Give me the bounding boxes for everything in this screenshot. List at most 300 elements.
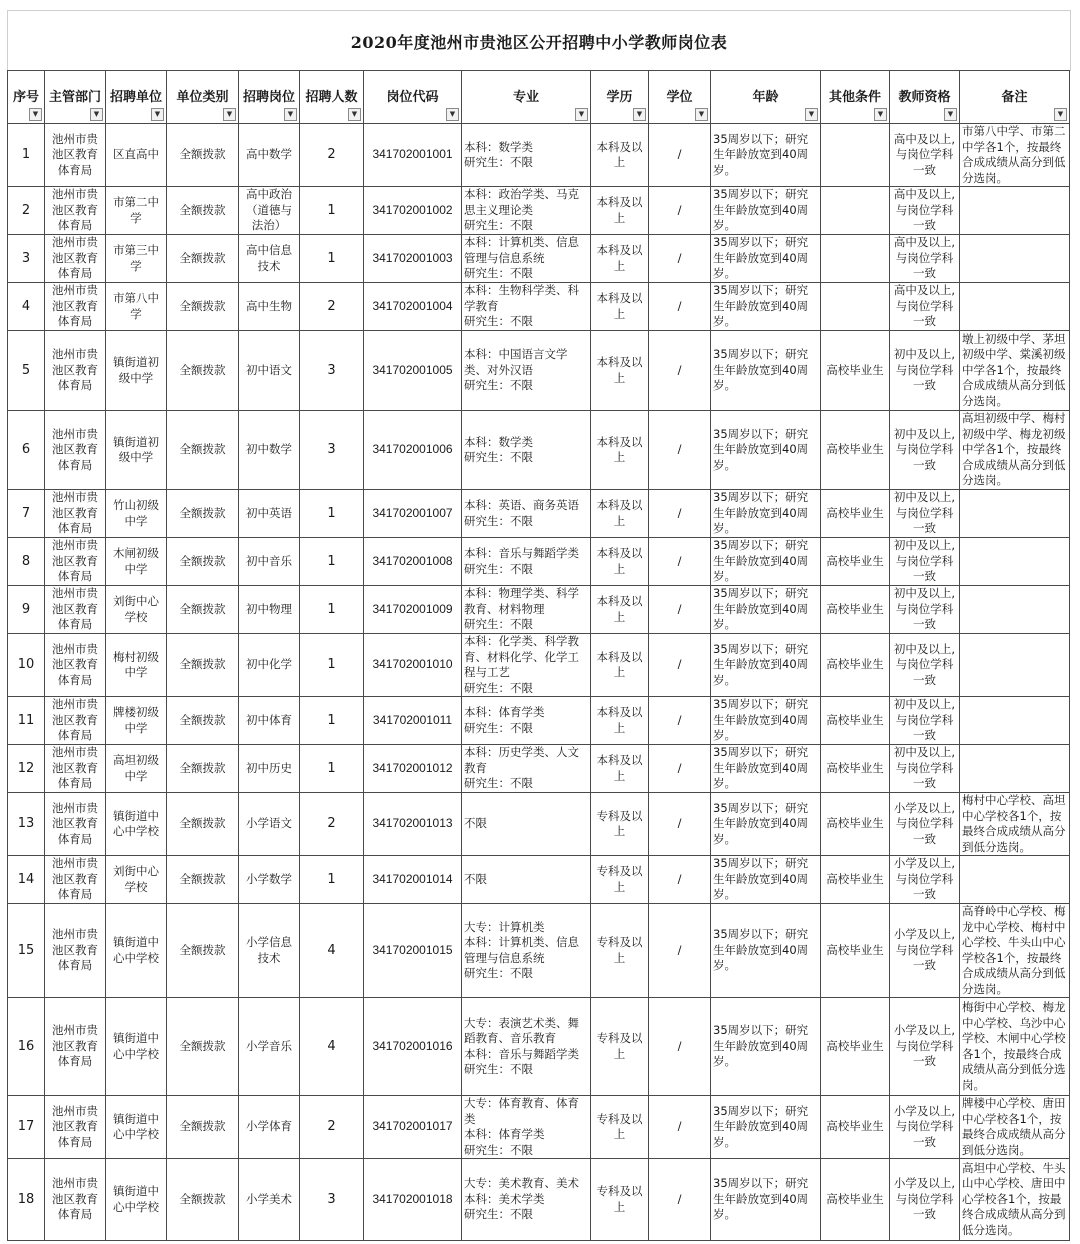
major-cell [462, 1159, 591, 1241]
degree-cell: / [649, 538, 711, 586]
degree-cell: / [649, 1159, 711, 1241]
filter-dropdown-icon[interactable]: ▼ [1054, 108, 1067, 121]
headcount-cell: 1 [300, 586, 364, 634]
major-line: 大专：表演艺术类、舞蹈教育、音乐教育 [464, 1015, 579, 1045]
other-condition-cell: 高校毕业生 [821, 745, 890, 793]
department-cell: 池州市贵池区教育体育局 [45, 998, 106, 1096]
teacher-cert-cell: 小学及以上,与岗位学科一致 [890, 1096, 960, 1159]
unit-type-cell: 全额拨款 [167, 634, 239, 697]
unit-cell: 牌楼初级中学 [106, 697, 167, 745]
department-cell: 池州市贵池区教育体育局 [45, 187, 106, 235]
post-cell: 小学信息技术 [239, 904, 300, 998]
post-cell: 初中数学 [239, 411, 300, 490]
education-cell: 本科及以上 [591, 124, 649, 187]
other-condition-cell: 高校毕业生 [821, 411, 890, 490]
degree-cell: / [649, 586, 711, 634]
major-line: 研究生：不限 [464, 966, 533, 980]
degree-cell: / [649, 235, 711, 283]
age-cell: 35周岁以下；研究生年龄放宽到40周岁。 [711, 586, 821, 634]
education-cell: 本科及以上 [591, 235, 649, 283]
row-number: 18 [8, 1159, 45, 1241]
row-number: 10 [8, 634, 45, 697]
row-number: 17 [8, 1096, 45, 1159]
note-cell: 墩上初级中学、茅坦初级中学、棠溪初级中学各1个，按最终合成成绩从高分到低分选岗。 [960, 331, 1070, 411]
column-header-label: 序号 [12, 89, 39, 105]
table-body [8, 124, 1070, 1241]
department-cell: 池州市贵池区教育体育局 [45, 490, 106, 538]
major-cell [462, 856, 591, 904]
major-line: 不限 [464, 871, 487, 886]
major-line: 研究生：不限 [464, 561, 533, 576]
major-line: 本科：计算机类、信息管理与信息系统 [464, 235, 579, 265]
post-code-cell: 341702001013 [364, 793, 462, 856]
age-cell: 35周岁以下；研究生年龄放宽到40周岁。 [711, 634, 821, 697]
filter-dropdown-icon[interactable]: ▼ [446, 108, 459, 121]
headcount-cell: 3 [300, 331, 364, 411]
headcount-cell: 2 [300, 793, 364, 856]
degree-cell: / [649, 745, 711, 793]
post-cell: 初中英语 [239, 490, 300, 538]
department-cell: 池州市贵池区教育体育局 [45, 538, 106, 586]
other-condition-cell: 高校毕业生 [821, 998, 890, 1096]
note-cell [960, 538, 1070, 586]
headcount-cell: 1 [300, 745, 364, 793]
department-cell: 池州市贵池区教育体育局 [45, 793, 106, 856]
major-line: 本科：美术学类 [464, 1191, 545, 1206]
unit-type-cell: 全额拨款 [167, 586, 239, 634]
table-row [8, 124, 1070, 187]
column-header-label: 招聘单位 [109, 89, 162, 105]
degree-cell: / [649, 1096, 711, 1159]
filter-dropdown-icon[interactable]: ▼ [805, 108, 818, 121]
filter-dropdown-icon[interactable]: ▼ [90, 108, 103, 121]
teacher-cert-cell: 高中及以上,与岗位学科一致 [890, 187, 960, 235]
post-cell: 小学体育 [239, 1096, 300, 1159]
post-cell: 初中体育 [239, 697, 300, 745]
other-condition-cell [821, 124, 890, 187]
post-cell: 高中信息技术 [239, 235, 300, 283]
other-condition-cell: 高校毕业生 [821, 1096, 890, 1159]
headcount-cell: 1 [300, 697, 364, 745]
age-cell: 35周岁以下；研究生年龄放宽到40周岁。 [711, 490, 821, 538]
education-cell: 本科及以上 [591, 283, 649, 331]
age-cell: 35周岁以下；研究生年龄放宽到40周岁。 [711, 538, 821, 586]
table-row [8, 586, 1070, 634]
filter-dropdown-icon[interactable]: ▼ [633, 108, 646, 121]
column-header [364, 71, 462, 124]
unit-type-cell: 全额拨款 [167, 490, 239, 538]
note-cell [960, 634, 1070, 697]
headcount-cell: 1 [300, 490, 364, 538]
major-cell [462, 538, 591, 586]
row-number: 2 [8, 187, 45, 235]
post-code-cell: 341702001011 [364, 697, 462, 745]
age-cell: 35周岁以下；研究生年龄放宽到40周岁。 [711, 187, 821, 235]
column-header [8, 71, 45, 124]
age-cell: 35周岁以下；研究生年龄放宽到40周岁。 [711, 331, 821, 411]
note-cell: 梅街中心学校、梅龙中心学校、乌沙中心学校、木闸中心学校各1个，按最终合成成绩从高分到低分选岗。 [960, 998, 1070, 1096]
unit-type-cell: 全额拨款 [167, 538, 239, 586]
post-code-cell: 341702001017 [364, 1096, 462, 1159]
major-line: 本科：中国语言文学类、对外汉语 [464, 347, 568, 377]
note-cell [960, 745, 1070, 793]
row-number: 3 [8, 235, 45, 283]
major-cell [462, 187, 591, 235]
post-code-cell: 341702001001 [364, 124, 462, 187]
major-line: 研究生：不限 [464, 776, 533, 791]
education-cell: 本科及以上 [591, 411, 649, 490]
degree-cell: / [649, 124, 711, 187]
department-cell: 池州市贵池区教育体育局 [45, 856, 106, 904]
major-line: 研究生：不限 [464, 680, 533, 695]
note-cell: 高脊岭中心学校、梅龙中心学校、梅村中心学校、牛头山中心学校各1个，按最终合成成绩从高分到低分选岗。 [960, 904, 1070, 998]
headcount-cell: 1 [300, 538, 364, 586]
post-code-cell: 341702001006 [364, 411, 462, 490]
column-header-label: 其他条件 [828, 89, 881, 105]
major-line: 本科：历史学类、人文教育 [464, 745, 579, 775]
unit-cell: 梅村初级中学 [106, 634, 167, 697]
major-cell [462, 235, 591, 283]
filter-dropdown-icon[interactable]: ▼ [223, 108, 236, 121]
column-header [890, 71, 960, 124]
post-code-cell: 341702001002 [364, 187, 462, 235]
post-cell: 初中音乐 [239, 538, 300, 586]
row-number: 14 [8, 856, 45, 904]
other-condition-cell: 高校毕业生 [821, 634, 890, 697]
column-header-label: 教师资格 [898, 89, 951, 105]
major-line: 本科：政治学类、马克思主义理论类 [464, 187, 579, 217]
department-cell: 池州市贵池区教育体育局 [45, 283, 106, 331]
post-code-cell: 341702001008 [364, 538, 462, 586]
education-cell: 专科及以上 [591, 793, 649, 856]
age-cell: 35周岁以下；研究生年龄放宽到40周岁。 [711, 793, 821, 856]
major-line: 研究生：不限 [464, 720, 533, 735]
table-row [8, 856, 1070, 904]
teacher-cert-cell: 初中及以上,与岗位学科一致 [890, 745, 960, 793]
unit-type-cell: 全额拨款 [167, 745, 239, 793]
table-row [8, 235, 1070, 283]
headcount-cell: 2 [300, 124, 364, 187]
education-cell: 本科及以上 [591, 745, 649, 793]
headcount-cell: 1 [300, 187, 364, 235]
age-cell: 35周岁以下；研究生年龄放宽到40周岁。 [711, 283, 821, 331]
major-line: 本科：数学类 [464, 139, 533, 154]
headcount-cell: 3 [300, 411, 364, 490]
header-row [8, 71, 1070, 124]
teacher-cert-cell: 初中及以上,与岗位学科一致 [890, 634, 960, 697]
row-number: 9 [8, 586, 45, 634]
teacher-cert-cell: 高中及以上,与岗位学科一致 [890, 283, 960, 331]
column-header-label: 学历 [606, 89, 633, 105]
department-cell: 池州市贵池区教育体育局 [45, 586, 106, 634]
major-cell [462, 331, 591, 411]
age-cell: 35周岁以下；研究生年龄放宽到40周岁。 [711, 856, 821, 904]
unit-type-cell: 全额拨款 [167, 124, 239, 187]
column-header-label: 招聘人数 [305, 89, 358, 105]
note-cell [960, 187, 1070, 235]
major-line: 大专：计算机类 [464, 919, 545, 934]
post-code-cell: 341702001007 [364, 490, 462, 538]
degree-cell: / [649, 856, 711, 904]
unit-type-cell: 全额拨款 [167, 697, 239, 745]
column-header [711, 71, 821, 124]
post-code-cell: 341702001005 [364, 331, 462, 411]
unit-cell: 刘街中心学校 [106, 856, 167, 904]
column-header [300, 71, 364, 124]
post-cell: 初中化学 [239, 634, 300, 697]
filter-dropdown-icon[interactable]: ▼ [348, 108, 361, 121]
other-condition-cell: 高校毕业生 [821, 1159, 890, 1241]
department-cell: 池州市贵池区教育体育局 [45, 1159, 106, 1241]
unit-cell: 竹山初级中学 [106, 490, 167, 538]
teacher-cert-cell: 初中及以上,与岗位学科一致 [890, 490, 960, 538]
unit-type-cell: 全额拨款 [167, 1159, 239, 1241]
headcount-cell: 2 [300, 1096, 364, 1159]
post-cell: 小学美术 [239, 1159, 300, 1241]
row-number: 4 [8, 283, 45, 331]
unit-cell: 市第二中学 [106, 187, 167, 235]
column-header [591, 71, 649, 124]
filter-dropdown-icon[interactable]: ▼ [575, 108, 588, 121]
major-line: 本科：音乐与舞蹈学类 [464, 1046, 579, 1061]
major-cell [462, 697, 591, 745]
major-cell [462, 283, 591, 331]
major-cell [462, 634, 591, 697]
filter-dropdown-icon[interactable]: ▼ [874, 108, 887, 121]
degree-cell: / [649, 187, 711, 235]
headcount-cell: 4 [300, 998, 364, 1096]
degree-cell: / [649, 411, 711, 490]
major-cell [462, 793, 591, 856]
row-number: 8 [8, 538, 45, 586]
post-code-cell: 341702001015 [364, 904, 462, 998]
unit-cell: 镇街道初级中学 [106, 331, 167, 411]
headcount-cell: 4 [300, 904, 364, 998]
department-cell: 池州市贵池区教育体育局 [45, 697, 106, 745]
education-cell: 本科及以上 [591, 187, 649, 235]
column-header [106, 71, 167, 124]
post-code-cell: 341702001003 [364, 235, 462, 283]
teacher-cert-cell: 高中及以上,与岗位学科一致 [890, 235, 960, 283]
column-header-label: 年龄 [752, 89, 779, 105]
headcount-cell: 1 [300, 235, 364, 283]
other-condition-cell: 高校毕业生 [821, 793, 890, 856]
post-code-cell: 341702001014 [364, 856, 462, 904]
column-header [45, 71, 106, 124]
other-condition-cell [821, 283, 890, 331]
major-line: 研究生：不限 [464, 314, 533, 329]
education-cell: 本科及以上 [591, 586, 649, 634]
age-cell: 35周岁以下；研究生年龄放宽到40周岁。 [711, 1096, 821, 1159]
column-header-label: 岗位代码 [386, 89, 439, 105]
unit-cell: 镇街道中心中学校 [106, 998, 167, 1096]
filter-dropdown-icon[interactable]: ▼ [284, 108, 297, 121]
education-cell: 本科及以上 [591, 634, 649, 697]
row-number: 11 [8, 697, 45, 745]
row-number: 5 [8, 331, 45, 411]
note-cell [960, 586, 1070, 634]
department-cell: 池州市贵池区教育体育局 [45, 634, 106, 697]
major-line: 研究生：不限 [464, 1207, 533, 1222]
unit-type-cell: 全额拨款 [167, 793, 239, 856]
post-cell: 高中生物 [239, 283, 300, 331]
note-cell: 牌楼中心学校、唐田中心学校各1个，按最终合成成绩从高分到低分选岗。 [960, 1096, 1070, 1159]
post-code-cell: 341702001004 [364, 283, 462, 331]
unit-cell: 市第八中学 [106, 283, 167, 331]
row-number: 12 [8, 745, 45, 793]
teacher-cert-cell: 小学及以上,与岗位学科一致 [890, 1159, 960, 1241]
note-cell [960, 235, 1070, 283]
note-cell [960, 697, 1070, 745]
headcount-cell: 3 [300, 1159, 364, 1241]
unit-type-cell: 全额拨款 [167, 283, 239, 331]
major-cell [462, 411, 591, 490]
department-cell: 池州市贵池区教育体育局 [45, 904, 106, 998]
other-condition-cell: 高校毕业生 [821, 538, 890, 586]
note-cell [960, 856, 1070, 904]
major-cell [462, 998, 591, 1096]
post-code-cell: 341702001010 [364, 634, 462, 697]
unit-type-cell: 全额拨款 [167, 331, 239, 411]
major-cell [462, 490, 591, 538]
unit-cell: 市第三中学 [106, 235, 167, 283]
department-cell: 池州市贵池区教育体育局 [45, 1096, 106, 1159]
unit-type-cell: 全额拨款 [167, 856, 239, 904]
post-cell: 初中语文 [239, 331, 300, 411]
note-cell [960, 283, 1070, 331]
filter-dropdown-icon[interactable]: ▼ [695, 108, 708, 121]
table-row [8, 331, 1070, 411]
unit-type-cell: 全额拨款 [167, 904, 239, 998]
filter-dropdown-icon[interactable]: ▼ [944, 108, 957, 121]
column-header [462, 71, 591, 124]
unit-cell: 高坦初级中学 [106, 745, 167, 793]
department-cell: 池州市贵池区教育体育局 [45, 331, 106, 411]
table-row [8, 283, 1070, 331]
note-cell: 市第八中学、市第二中学各1个，按最终合成成绩从高分到低分选岗。 [960, 124, 1070, 187]
major-line: 本科：体育学类 [464, 1127, 545, 1141]
major-line: 本科：英语、商务英语 [464, 498, 579, 512]
major-line: 研究生：不限 [464, 218, 533, 233]
column-header [239, 71, 300, 124]
major-line: 本科：计算机类、信息管理与信息系统 [464, 935, 579, 965]
post-cell: 初中物理 [239, 586, 300, 634]
major-cell [462, 904, 591, 998]
other-condition-cell [821, 187, 890, 235]
row-number: 15 [8, 904, 45, 998]
headcount-cell: 1 [300, 856, 364, 904]
table-row [8, 1096, 1070, 1159]
teacher-cert-cell: 初中及以上,与岗位学科一致 [890, 697, 960, 745]
degree-cell: / [649, 697, 711, 745]
table-row [8, 793, 1070, 856]
major-line: 研究生：不限 [464, 266, 533, 281]
filter-dropdown-icon[interactable]: ▼ [29, 108, 42, 121]
education-cell: 本科及以上 [591, 331, 649, 411]
row-number: 16 [8, 998, 45, 1096]
other-condition-cell: 高校毕业生 [821, 904, 890, 998]
post-cell: 小学语文 [239, 793, 300, 856]
other-condition-cell: 高校毕业生 [821, 697, 890, 745]
unit-type-cell: 全额拨款 [167, 187, 239, 235]
column-header [821, 71, 890, 124]
page-title: 2020年度池州市贵池区公开招聘中小学教师岗位表 [350, 32, 728, 52]
age-cell: 35周岁以下；研究生年龄放宽到40周岁。 [711, 124, 821, 187]
education-cell: 本科及以上 [591, 490, 649, 538]
column-header-label: 招聘岗位 [242, 89, 295, 105]
row-number: 6 [8, 411, 45, 490]
column-header-label: 学位 [666, 89, 693, 105]
degree-cell: / [649, 793, 711, 856]
degree-cell: / [649, 331, 711, 411]
age-cell: 35周岁以下；研究生年龄放宽到40周岁。 [711, 904, 821, 998]
post-cell: 高中数学 [239, 124, 300, 187]
unit-cell: 镇街道中心中学校 [106, 793, 167, 856]
teacher-cert-cell: 小学及以上,与岗位学科一致 [890, 998, 960, 1096]
degree-cell: / [649, 283, 711, 331]
degree-cell: / [649, 904, 711, 998]
title-row [7, 10, 1071, 71]
table-row [8, 1159, 1070, 1241]
table-row [8, 745, 1070, 793]
post-cell: 小学音乐 [239, 998, 300, 1096]
filter-dropdown-icon[interactable]: ▼ [151, 108, 164, 121]
note-cell: 梅村中心学校、高坦中心学校各1个，按最终合成成绩从高分到低分选岗。 [960, 793, 1070, 856]
education-cell: 本科及以上 [591, 538, 649, 586]
note-cell [960, 490, 1070, 538]
table-row [8, 697, 1070, 745]
major-line: 本科：音乐与舞蹈学类 [464, 546, 579, 560]
unit-cell: 镇街道初级中学 [106, 411, 167, 490]
table-row [8, 187, 1070, 235]
headcount-cell: 2 [300, 283, 364, 331]
major-line: 不限 [464, 816, 487, 831]
department-cell: 池州市贵池区教育体育局 [45, 745, 106, 793]
age-cell: 35周岁以下；研究生年龄放宽到40周岁。 [711, 998, 821, 1096]
table-row [8, 490, 1070, 538]
teacher-cert-cell: 初中及以上,与岗位学科一致 [890, 331, 960, 411]
major-line: 研究生：不限 [464, 1062, 533, 1076]
column-header-label: 主管部门 [48, 89, 101, 105]
other-condition-cell: 高校毕业生 [821, 490, 890, 538]
other-condition-cell: 高校毕业生 [821, 856, 890, 904]
note-cell: 高坦中心学校、牛头山中心学校、唐田中心学校各1个，按最终合成成绩从高分到低分选岗。 [960, 1159, 1070, 1241]
major-line: 本科：物理学类、科学教育、材料物理 [464, 586, 579, 616]
major-line: 本科：数学类 [464, 434, 533, 449]
note-cell: 高坦初级中学、梅村初级中学、梅龙初级中学各1个，按最终合成成绩从高分到低分选岗。 [960, 411, 1070, 490]
column-header [649, 71, 711, 124]
major-line: 研究生：不限 [464, 450, 533, 464]
age-cell: 35周岁以下；研究生年龄放宽到40周岁。 [711, 697, 821, 745]
degree-cell: / [649, 634, 711, 697]
post-code-cell: 341702001009 [364, 586, 462, 634]
unit-cell: 刘街中心学校 [106, 586, 167, 634]
education-cell: 专科及以上 [591, 856, 649, 904]
major-line: 本科：体育学类 [464, 705, 545, 719]
unit-cell: 区直高中 [106, 124, 167, 187]
teacher-cert-cell: 小学及以上,与岗位学科一致 [890, 793, 960, 856]
major-line: 研究生：不限 [464, 378, 533, 393]
table-row [8, 411, 1070, 490]
department-cell: 池州市贵池区教育体育局 [45, 235, 106, 283]
education-cell: 本科及以上 [591, 697, 649, 745]
age-cell: 35周岁以下；研究生年龄放宽到40周岁。 [711, 235, 821, 283]
unit-type-cell: 全额拨款 [167, 1096, 239, 1159]
education-cell: 专科及以上 [591, 998, 649, 1096]
teacher-cert-cell: 小学及以上,与岗位学科一致 [890, 904, 960, 998]
major-line: 研究生：不限 [464, 617, 533, 632]
age-cell: 35周岁以下；研究生年龄放宽到40周岁。 [711, 411, 821, 490]
